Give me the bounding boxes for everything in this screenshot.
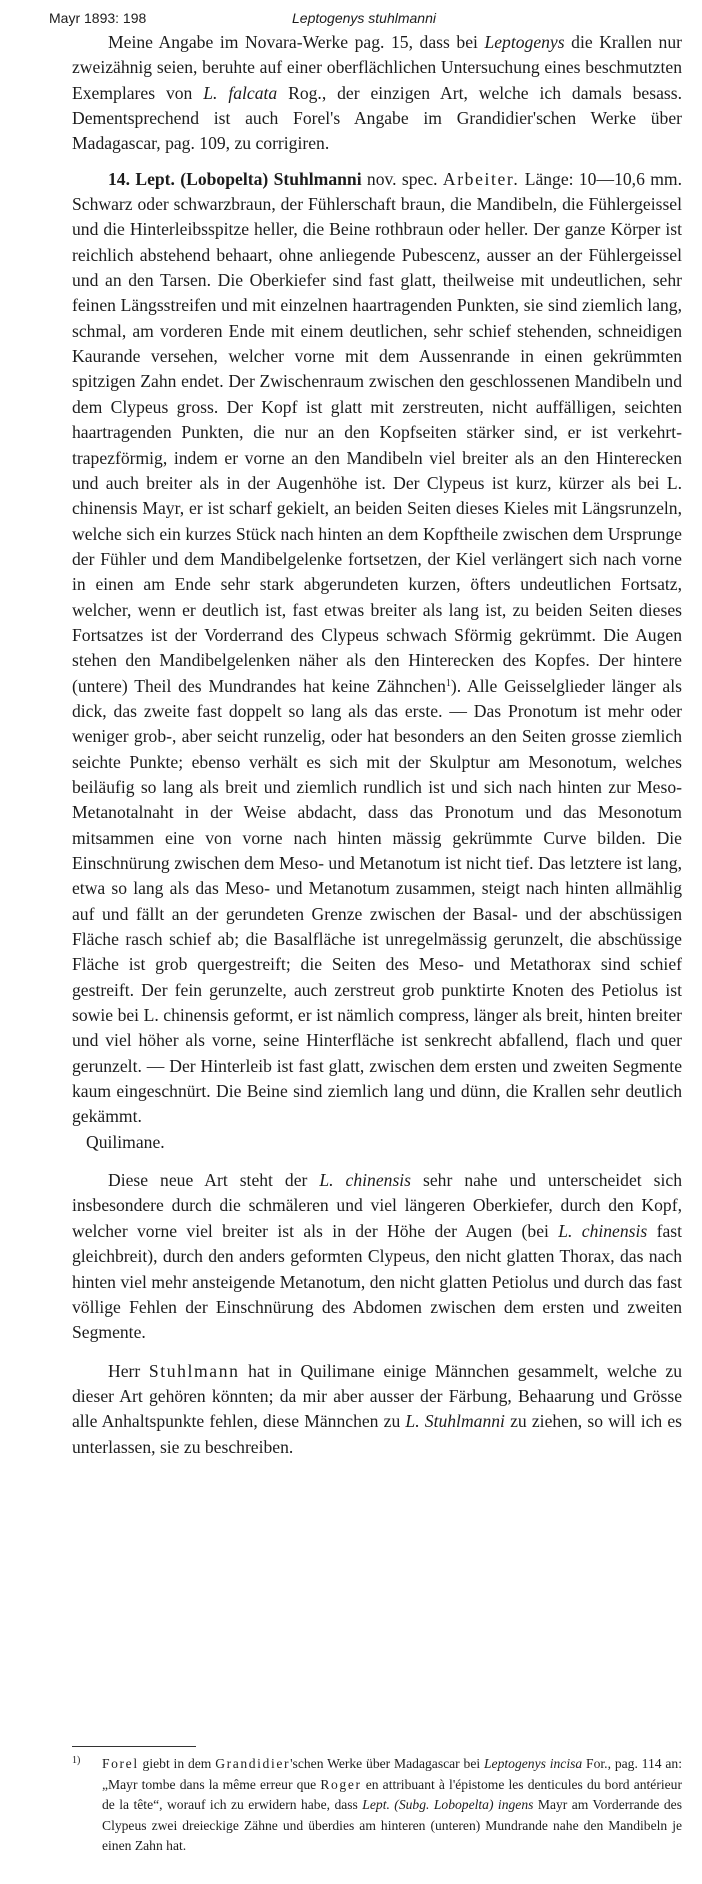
text-run: Mayr am Vorderrande des Clypeus zwei dreieckige Zähne und überdies am hinteren (unteren) Mundrande nahe den Mandibeln je einen Zahn hat.: [102, 1797, 683, 1854]
species-name: L. chinensis: [319, 1170, 412, 1191]
species-name: L. chinensis: [558, 1220, 648, 1241]
caste-label: Arbeiter.: [442, 168, 520, 189]
footnote: [72, 1754, 682, 1857]
text-run: zu ziehen, so will ich es unterlassen, sie zu beschreiben.: [72, 1411, 683, 1457]
text-run: nov. spec.: [361, 168, 443, 189]
species-name: Lept. (Subg. Lobopelta) ingens: [362, 1797, 534, 1813]
person-name: Stuhlmann: [148, 1360, 240, 1381]
genus-name: Leptogenys: [484, 32, 565, 52]
text-run: . Alle Geisselglieder länger als dick, das zweite fast doppelt so lang als das erste. — Das Pronotum ist mehr oder weniger grob-, aber seicht runzelig, oder hat besonders an den Seiten grosse ziemlich seichte Punkte; ebenso verhält es sich mit der Skulptur am Mesonotum, welches beiläufig so lang als breit und ziemlich rundlich ist und sich nach hinten zur Meso-Metanotalnaht in der Weise abdacht, dass das Pronotum und das Mesonotum mitsammen eine von vorne nach hinten mässig gekrümmte Curve bilden. Die Einschnürung zwischen dem Meso- und Metanotum ist nicht tief. Das letztere ist lang, etwa so lang als das Meso- und Metanotum zusammen, steigt nach hinten allmählig auf und fällt an der gerundeten Grenze zwischen der Basal- und der abschüssigen Fläche rasch schief ab; die Basalfläche ist unregelmässig gerunzelt, die abschüssige Fläche ist grob quergestreift; die Seiten des Meso- und Metathorax sind schief gestreift. Der fein gerunzelte, auch zerstreut grob punktirte Knoten des Petiolus ist sowie bei L. chinensis geformt, er ist nämlich compress, länger als breit, hinten breiter und viel höher als vorne, seine Hinterfläche ist senkrecht abfallend, flach und quer gerunzelt. — Der Hinterleib ist fast glatt, zwischen dem ersten und zweiten Segmente kaum eingeschnürt. Die Beine sind ziemlich lang und dünn, die Krallen sehr deutlich gekämmt.: [72, 675, 682, 1127]
text-run: hat in Quilimane einige Männchen gesammelt, welche zu dieser Art gehören könnten; da mir aber ausser der Färbung, Behaarung und Grösse alle Anhaltspunkte fehlen, diese Männchen zu: [72, 1360, 683, 1432]
paragraph-correction: [72, 30, 682, 157]
text-run: Länge: 10—10,6 mm. Schwarz oder schwarzbraun, der Fühlerschaft braun, die Mandibeln, die Fühlergeissel und die Hinterleibsspitze heller, die Beine rothbraun oder heller. Der ganze Körper ist reichlich abstehend behaart, ohne anliegende Pubescenz, ausser an der Fühlergeissel und an den Tarsen. Die Oberkiefer sind fast glatt, theilweise mit undeutlichen, sehr feinen Längsstreifen und mit einzelnen haartragenden Punkten, sie sind ziemlich lang, schmal, am vorderen Ende mit einem deutlichen, sehr schief stehenden, schneidigen Kaurande versehen, welcher vorne mit dem Aussenrande in einen gekrümmten spitzigen Zahn endet. Der Zwischenraum zwischen den geschlossenen Mandibeln und dem Clypeus gross. Der Kopf ist glatt mit zerstreuten, nicht auffälligen, seichten haartragenden Punkten, die nur an den Kopfseiten stärker sind, er ist verkehrt-trapezförmig, indem er vorne an den Mandibeln viel breiter als an den Hinterecken und auch breiter als in der Augenhöhe ist. Der Clypeus ist kurz, kürzer als bei L. chinensis Mayr, er ist scharf gekielt, an beiden Seiten dieses Kieles mit Längsrunzeln, welche sich ein kurzes Stück nach hinten an dem Kopftheile zwischen dem Ursprunge der Fühler und dem Mandibelgelenke fortsetzen, der Kiel verlängert sich nach vorne in einen am Ende sehr stark abgerundeten kurzen, öfters undeutlichen Fortsatz, welcher, wenn er deutlich ist, fast etwas breiter als lang ist, zu beiden Seiten dieses Fortsatzes ist der Vorderrand des Clypeus schwach Sförmig gekrümmt. Die Augen stehen den Mandibelgelenken näher als den Hinterecken des Kopfes. Der hintere (untere) Theil des Mundrandes hat keine Zähnchen: [72, 168, 682, 696]
main-text: [72, 30, 682, 1460]
paragraph-comparison: [72, 1168, 682, 1345]
species-name: L. falcata: [203, 82, 278, 103]
locality: Quilimane.: [86, 1131, 165, 1152]
text-run: fast gleichbreit), durch den anders geformten Clypeus, den nicht glatten Thorax, das nach hinten viel mehr ansteigende Metanotum, den nicht glatten Petiolus und durch das fast völlige Fehlen der Einschnürung des Abdomen zwischen dem ersten und zweiten Segmente.: [72, 1220, 682, 1343]
text-run: sehr nahe und unterscheidet sich insbesondere durch die schmäleren und viel längeren Oberkiefer, durch den Kopf, welcher vorne viel breiter ist als in der Höhe der Augen (bei: [72, 1170, 683, 1241]
person-name: Forel: [102, 1756, 139, 1771]
text-run: Herr: [108, 1360, 149, 1381]
person-name: Grandidier: [215, 1756, 291, 1771]
text-run: en attribuant à l'épistome les denticules du bord antérieur de la tête“, worauf ich zu erwidern habe, dass: [102, 1776, 683, 1813]
species-heading: 14. Lept. (Lobopelta) Stuhlmanni: [108, 168, 362, 189]
text-run: Meine Angabe im Novara-Werke pag. 15, dass bei: [108, 32, 485, 52]
text-run: die Krallen nur zweizähnig seien, beruhte auf einer oberflächlichen Untersuchung eines beschmutzten Exemplares von: [72, 32, 682, 103]
person-name: Roger: [320, 1776, 362, 1792]
paragraph-males: [72, 1359, 682, 1460]
footnote-reference: 1: [445, 677, 451, 689]
text-run: 'schen Werke über Madagascar bei: [290, 1756, 484, 1771]
species-title: Leptogenys stuhlmanni: [292, 10, 436, 26]
footnote-divider: [72, 1746, 196, 1747]
text-run: For., pag. 114 an: „Mayr tombe dans la même erreur que: [102, 1756, 682, 1792]
text-run: giebt in dem: [138, 1756, 216, 1771]
citation-label: Mayr 1893: 198: [49, 10, 147, 26]
page-header: [0, 10, 702, 30]
species-name: Leptogenys incisa: [483, 1756, 583, 1771]
paragraph-description: 14. Lept. (Lobopelta) Stuhlmanni nov. spec. Arbeiter. Länge: 10—10,6 mm. Schwarz oder schwarzbraun, der Fühlerschaft braun, die Mandibeln, die Fühlergeissel und die Hinterleibsspitze heller, die Beine rothbraun oder heller. Der ganze Körper ist reichlich abstehend behaart, ohne anliegende Pubescenz, ausser an der Fühlergeissel und an den Tarsen. Die Oberkiefer sind fast glatt, theilweise mit undeutlichen, sehr feinen Längsstreifen und mit einzelnen haartragenden Punkten, sie sind ziemlich lang, schmal, am vorderen Ende mit einem deutlichen, sehr schief stehenden, schneidigen Kaurande versehen, welcher vorne mit dem Aussenrande in einen gekrümmten spitzigen Zahn endet. Der Zwischenraum zwischen den geschlossenen Mandibeln und dem Clypeus gross. Der Kopf ist glatt mit zerstreuten, nicht auffälligen, seichten haartragenden Punkten, die nur an den Kopfseiten stärker sind, er ist verkehrt-trapezförmig, indem er vorne an den Mandibeln viel breiter als an den Hinterecken und auch breiter als in der Augenhöhe ist. Der Clypeus ist kurz, kürzer als bei L. chinensis Mayr, er ist scharf gekielt, an beiden Seiten dieses Kieles mit Längsrunzeln, welche sich ein kurzes Stück nach hinten an dem Kopftheile zwischen dem Ursprunge der Fühler und dem Mandibelgelenke fortsetzen, der Kiel verlängert sich nach vorne in einen am Ende sehr stark abgerundeten kurzen, öfters undeutlichen Fortsatz, welcher, wenn er deutlich ist, fast etwas breiter als lang ist, zu beiden Seiten dieses Fortsatzes ist der Vorderrand des Clypeus schwach Sförmig gekrümmt. Die Augen stehen den Mandibelgelenken näher als den Hinterecken des Kopfes. Der hintere (untere) Theil des Mundrandes hat keine Zähnchen$^1$). Alle Geisselglieder länger als dick, das zweite fast doppelt so lang als das erste. — Das Pronotum ist mehr oder weniger grob-, aber seicht runzelig, oder hat besonders an den Seiten grosse ziemlich seichte Punkte; ebenso verhält es sich mit der Skulptur am Mesonotum, welches beiläufig so lang als breit und ziemlich rundlich ist und sich nach hinten zur Meso-Metanotalnaht in der Weise abdacht, dass das Pronotum und das Mesonotum mitsammen eine von vorne nach hinten mässig gekrümmte Curve bilden. Die Einschnürung zwischen dem Meso- und Metanotum ist nicht tief. Das letztere ist lang, etwa so lang als das Meso- und Metanotum zusammen, steigt nach hinten allmählig auf und fällt an der gerundeten Grenze zwischen der Basal- und der abschüssigen Fläche rasch schief ab; die Basalfläche ist unregelmässig gerunzelt, die abschüssige Fläche ist grob quergestreift; die Seiten des Meso- und Metathorax sind schief gestreift. Der fein gerunzelte, auch zerstreut grob punktirte Knoten des Petiolus ist sowie bei L. chinensis geformt, er ist nämlich compress, länger als breit, hinten breiter und viel höher als vorne, seine Hinterfläche ist senkrecht abfallend, flach und quer gerunzelt. — Der Hinterleib ist fast glatt, zwischen dem ersten und zweiten Segmente kaum eingeschnürt. Die Beine sind ziemlich lang und dünn, die Krallen sehr deutlich gekämmt.: [72, 168, 682, 1127]
footnote-text: 1) Forel giebt in dem Grandidier'schen Werke über Madagascar bei Leptogenys incisa For., pag. 114 an: „Mayr tombe dans la même erreur que Roger en attribuant à l'épistome les denticules du bord antérieur de la tête“, worauf ich zu erwidern habe, dass Lept. (Subg. Lobopelta) ingens Mayr am Vorderrande des Clypeus zwei dreieckige Zähne und überdies am hinteren (unteren) Mundrande nahe den Mandibeln je einen Zahn hat.: [72, 1755, 683, 1854]
text-run: Rog., der einzigen Art, welche ich damals besass. Dementsprechend ist auch Forel's Angabe im Grandidier'schen Werke über Madagascar, pag. 109, zu corrigiren.: [72, 82, 682, 154]
text-run: Diese neue Art steht der: [108, 1170, 320, 1191]
species-name: L. Stuhlmanni: [405, 1411, 505, 1432]
